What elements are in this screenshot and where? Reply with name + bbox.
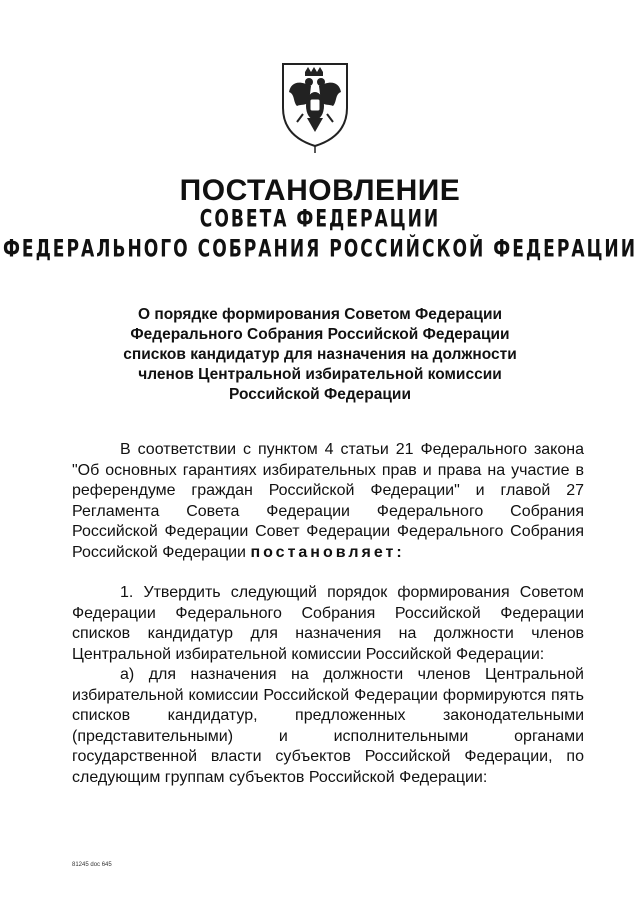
document-subject xyxy=(80,305,560,405)
issuing-body-line1: СОВЕТА ФЕДЕРАЦИИ xyxy=(199,205,441,233)
item-1-paragraph: 1. Утвердить следующий порядок формирования Советом Федерации Федерального Собрания Российской Федерации списков кандидатур для назначения на должности членов Центральной избирательной комиссии Российской Федерации: xyxy=(72,584,584,663)
resolution-verb: постановляет: xyxy=(250,543,405,561)
item-1a-paragraph: а) для назначения на должности членов Центральной избирательной комиссии Российской Федерации формируются пять списков кандидатур, предложенных законодательными (представительными) и исполнительными органами государственной власти субъектов Российской Федерации, по следующим группам субъектов Российской Федерации: xyxy=(72,666,584,786)
russian-coat-of-arms-icon xyxy=(275,58,355,154)
subject-line: членов Центральной избирательной комиссии xyxy=(138,366,502,383)
subject-line: О порядке формирования Советом Федерации xyxy=(137,306,503,323)
subject-line: списков кандидатур для назначения на должности xyxy=(123,346,517,363)
document-body xyxy=(72,440,584,788)
document-code: 81245 doc 645 xyxy=(72,862,112,868)
subject-line: Российской Федерации xyxy=(229,386,411,403)
issuing-body-line2: ФЕДЕРАЛЬНОГО СОБРАНИЯ РОССИЙСКОЙ ФЕДЕРАЦИИ xyxy=(2,235,638,263)
document-title: ПОСТАНОВЛЕНИЕ xyxy=(179,174,461,207)
intro-paragraph xyxy=(72,440,584,563)
intro-text: В соответствии с пунктом 4 статьи 21 Федерального закона "Об основных гарантиях избирательных прав и права на участие в референдуме граждан Российской Федерации" и главой 27 Регламента Совета Федерации Федерального Собрания Российской Федерации Совет Федерации Федерального Собрания Российской Федерации xyxy=(72,441,584,561)
subject-line: Федерального Собрания Российской Федерации xyxy=(130,326,510,343)
